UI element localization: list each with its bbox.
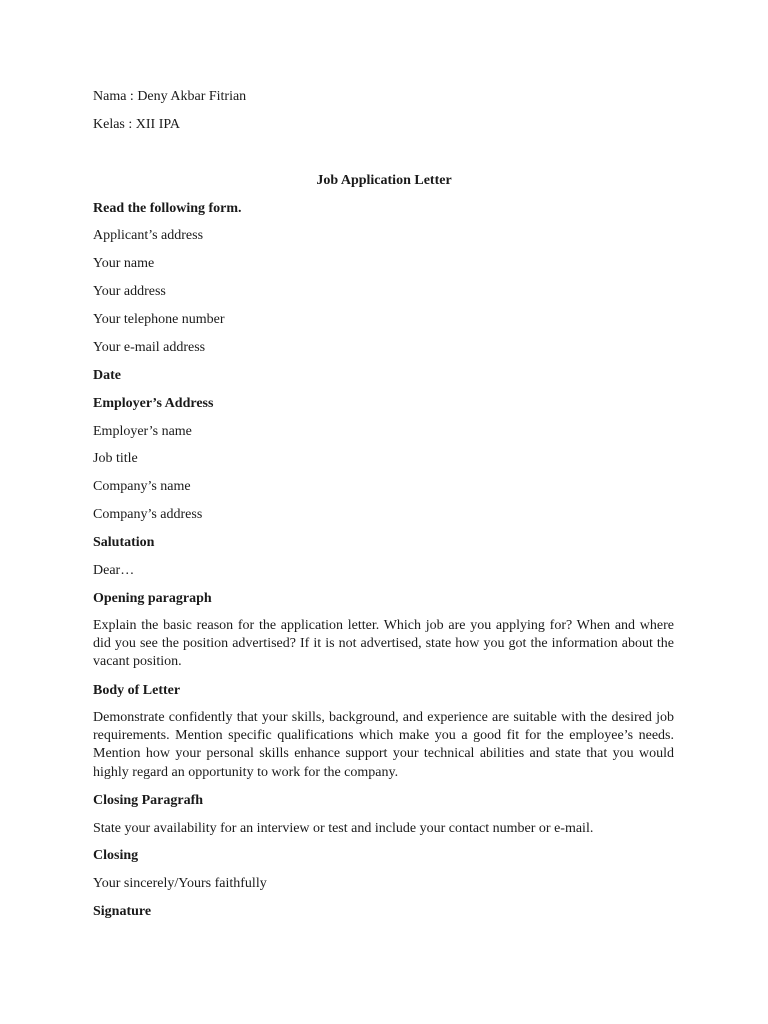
opening-paragraph-text: Explain the basic reason for the application letter. Which job are you applying for? When and where did you see the position advertised? If it is not advertised, state how you got the information about the vacant position. (93, 618, 674, 670)
date-heading: Date (93, 368, 121, 383)
employer-name-label: Employer’s name (93, 424, 192, 439)
instruction-heading: Read the following form. (93, 201, 242, 216)
company-address-label: Company’s address (93, 507, 203, 522)
employer-address-heading: Employer’s Address (93, 396, 214, 411)
your-email-label: Your e-mail address (93, 340, 206, 355)
body-of-letter-text: Demonstrate confidently that your skills, background, and experience are suitable with the desired job requirements. Mention specific qualifications which make you a good fit for the employee’s needs. Mention how your personal skills enhance support your technical abilities and state that you would highly regard an opportunity to work for the company. (93, 710, 674, 780)
salutation-heading: Salutation (93, 535, 155, 550)
student-class: Kelas : XII IPA (93, 117, 180, 132)
closing-paragraph-heading: Closing Paragrafh (93, 793, 204, 808)
signature-heading: Signature (93, 904, 152, 919)
body-of-letter-heading: Body of Letter (93, 683, 181, 698)
document-title: Job Application Letter (316, 173, 452, 188)
your-name-label: Your name (93, 256, 155, 271)
job-title-label: Job title (93, 451, 138, 466)
opening-paragraph-heading: Opening paragraph (93, 591, 212, 606)
your-telephone-label: Your telephone number (93, 312, 225, 327)
closing-text: Your sincerely/Yours faithfully (93, 876, 267, 891)
applicant-address-label: Applicant’s address (93, 228, 204, 243)
closing-heading: Closing (93, 848, 139, 863)
your-address-label: Your address (93, 284, 166, 299)
student-name: Nama : Deny Akbar Fitrian (93, 89, 247, 104)
closing-paragraph-text: State your availability for an interview or test and include your contact number or e-mail. (93, 821, 594, 836)
salutation-text: Dear… (93, 563, 135, 578)
company-name-label: Company’s name (93, 479, 191, 494)
